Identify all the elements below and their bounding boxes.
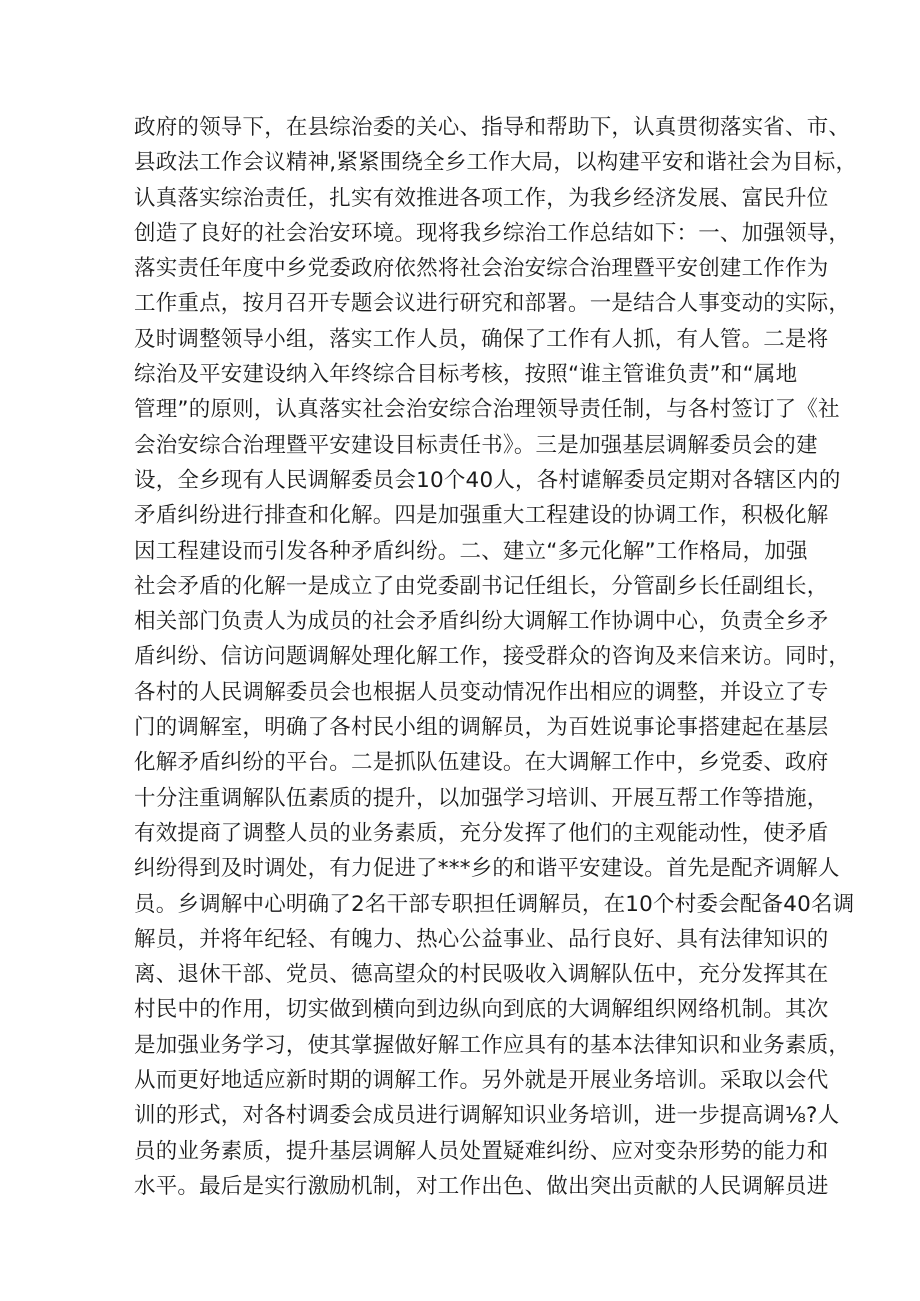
text-line: 综治及平安建设纳入年终综合目标考核，按照“谁主管谁负责”和“属地: [134, 362, 798, 388]
text-line: 矛盾纠纷进行排查和化解。四是加强重大工程建设的协调工作，积极化解: [134, 503, 829, 529]
text-line: 有效提商了调整人员的业务素质，充分发挥了他们的主观能动性，使矛盾: [134, 820, 829, 846]
text-line: 创造了良好的社会治安环境。现将我乡综治工作总结如下：一、加强领导，: [134, 220, 851, 246]
text-line: 政府的领导下，在县综治委的关心、指导和帮助下，认真贯彻落实省、市、: [134, 115, 851, 140]
text-line: 是加强业务学习，使其掌握做好解工作应具有的基本法律知识和业务素质，: [134, 1032, 851, 1058]
text-line: 离、退休干部、党员、德高望众的村民吸收入调解队伍中，充分发挥其在: [134, 962, 829, 988]
text-line: 社会矛盾的化解一是成立了由党委副书记任组长，分管副乡长任副组长，: [134, 573, 829, 599]
text-line: 员的业务素质，提升基层调解人员处置疑难纠纷、应对变杂形势的能力和: [134, 1138, 829, 1164]
text-line: 员。乡调解中心明确了2名干部专职担任调解员，在10个村委会配备40名调: [134, 891, 855, 917]
text-line: 县政法工作会议精神,紧紧围绕全乡工作大局，以构建平安和谐社会为目标，: [134, 150, 858, 176]
text-line: 训的形式，对各村调委会成员进行调解知识业务培训，进一步提高调⅛?人: [134, 1103, 840, 1129]
text-line: 纠纷得到及时调处，有力促进了***乡的和谐平安建设。首先是配齐调解人: [134, 856, 840, 882]
text-line: 盾纠纷、信访问题调解处理化解工作，接受群众的咨询及来信来访。同时，: [134, 644, 851, 670]
text-line: 工作重点，按月召开专题会议进行研究和部署。一是结合人事变动的实际，: [134, 291, 851, 317]
text-line: 水平。最后是实行激励机制，对工作出色、做出突出贡献的人民调解员进: [134, 1173, 829, 1199]
text-line: 认真落实综治责任，扎实有效推进各项工作，为我乡经济发展、富民升位: [134, 185, 829, 211]
body-text: [134, 110, 858, 1204]
text-line: 十分注重调解队伍素质的提升，以加强学习培训、开展互帮工作等措施，: [134, 785, 829, 811]
text-line: 解员，并将年纪轻、有魄力、热心公益事业、品行良好、具有法律知识的: [134, 926, 829, 952]
text-line: 村民中的作用，切实做到横向到边纵向到底的大调解组织网络机制。其次: [134, 997, 829, 1023]
text-line: 因工程建设而引发各种矛盾纠纷。二、建立“多元化解”工作格局，加强: [134, 538, 808, 564]
text-line: 及时调整领导小组，落实工作人员，确保了工作有人抓，有人管。二是将: [134, 326, 829, 352]
text-line: 落实责任年度中乡党委政府依然将社会治安综合治理暨平安创建工作作为: [134, 256, 829, 282]
text-line: 设，全乡现有人民调解委员会10个40人，各村谑解委员定期对各辖区内的: [134, 467, 841, 493]
text-line: 化解矛盾纠纷的平台。二是抓队伍建设。在大调解工作中，乡党委、政府: [134, 750, 829, 776]
text-line: 门的调解室，明确了各村民小组的调解员，为百姓说事论事搭建起在基层: [134, 715, 829, 741]
text-line: 从而更好地适应新时期的调解工作。另外就是开展业务培训。采取以会代: [134, 1068, 829, 1094]
text-line: 各村的人民调解委员会也根据人员变动情况作出相应的调整，并设立了专: [134, 679, 829, 705]
text-line: 会治安综合治理暨平安建设目标责任书》。三是加强基层调解委员会的建: [134, 432, 818, 458]
text-line: 相关部门负责人为成员的社会矛盾纠纷大调解工作协调中心，负责全乡矛: [134, 609, 829, 635]
text-line: 管理”的原则，认真落实社会治安综合治理领导责任制，与各村签订了《社: [134, 397, 840, 423]
